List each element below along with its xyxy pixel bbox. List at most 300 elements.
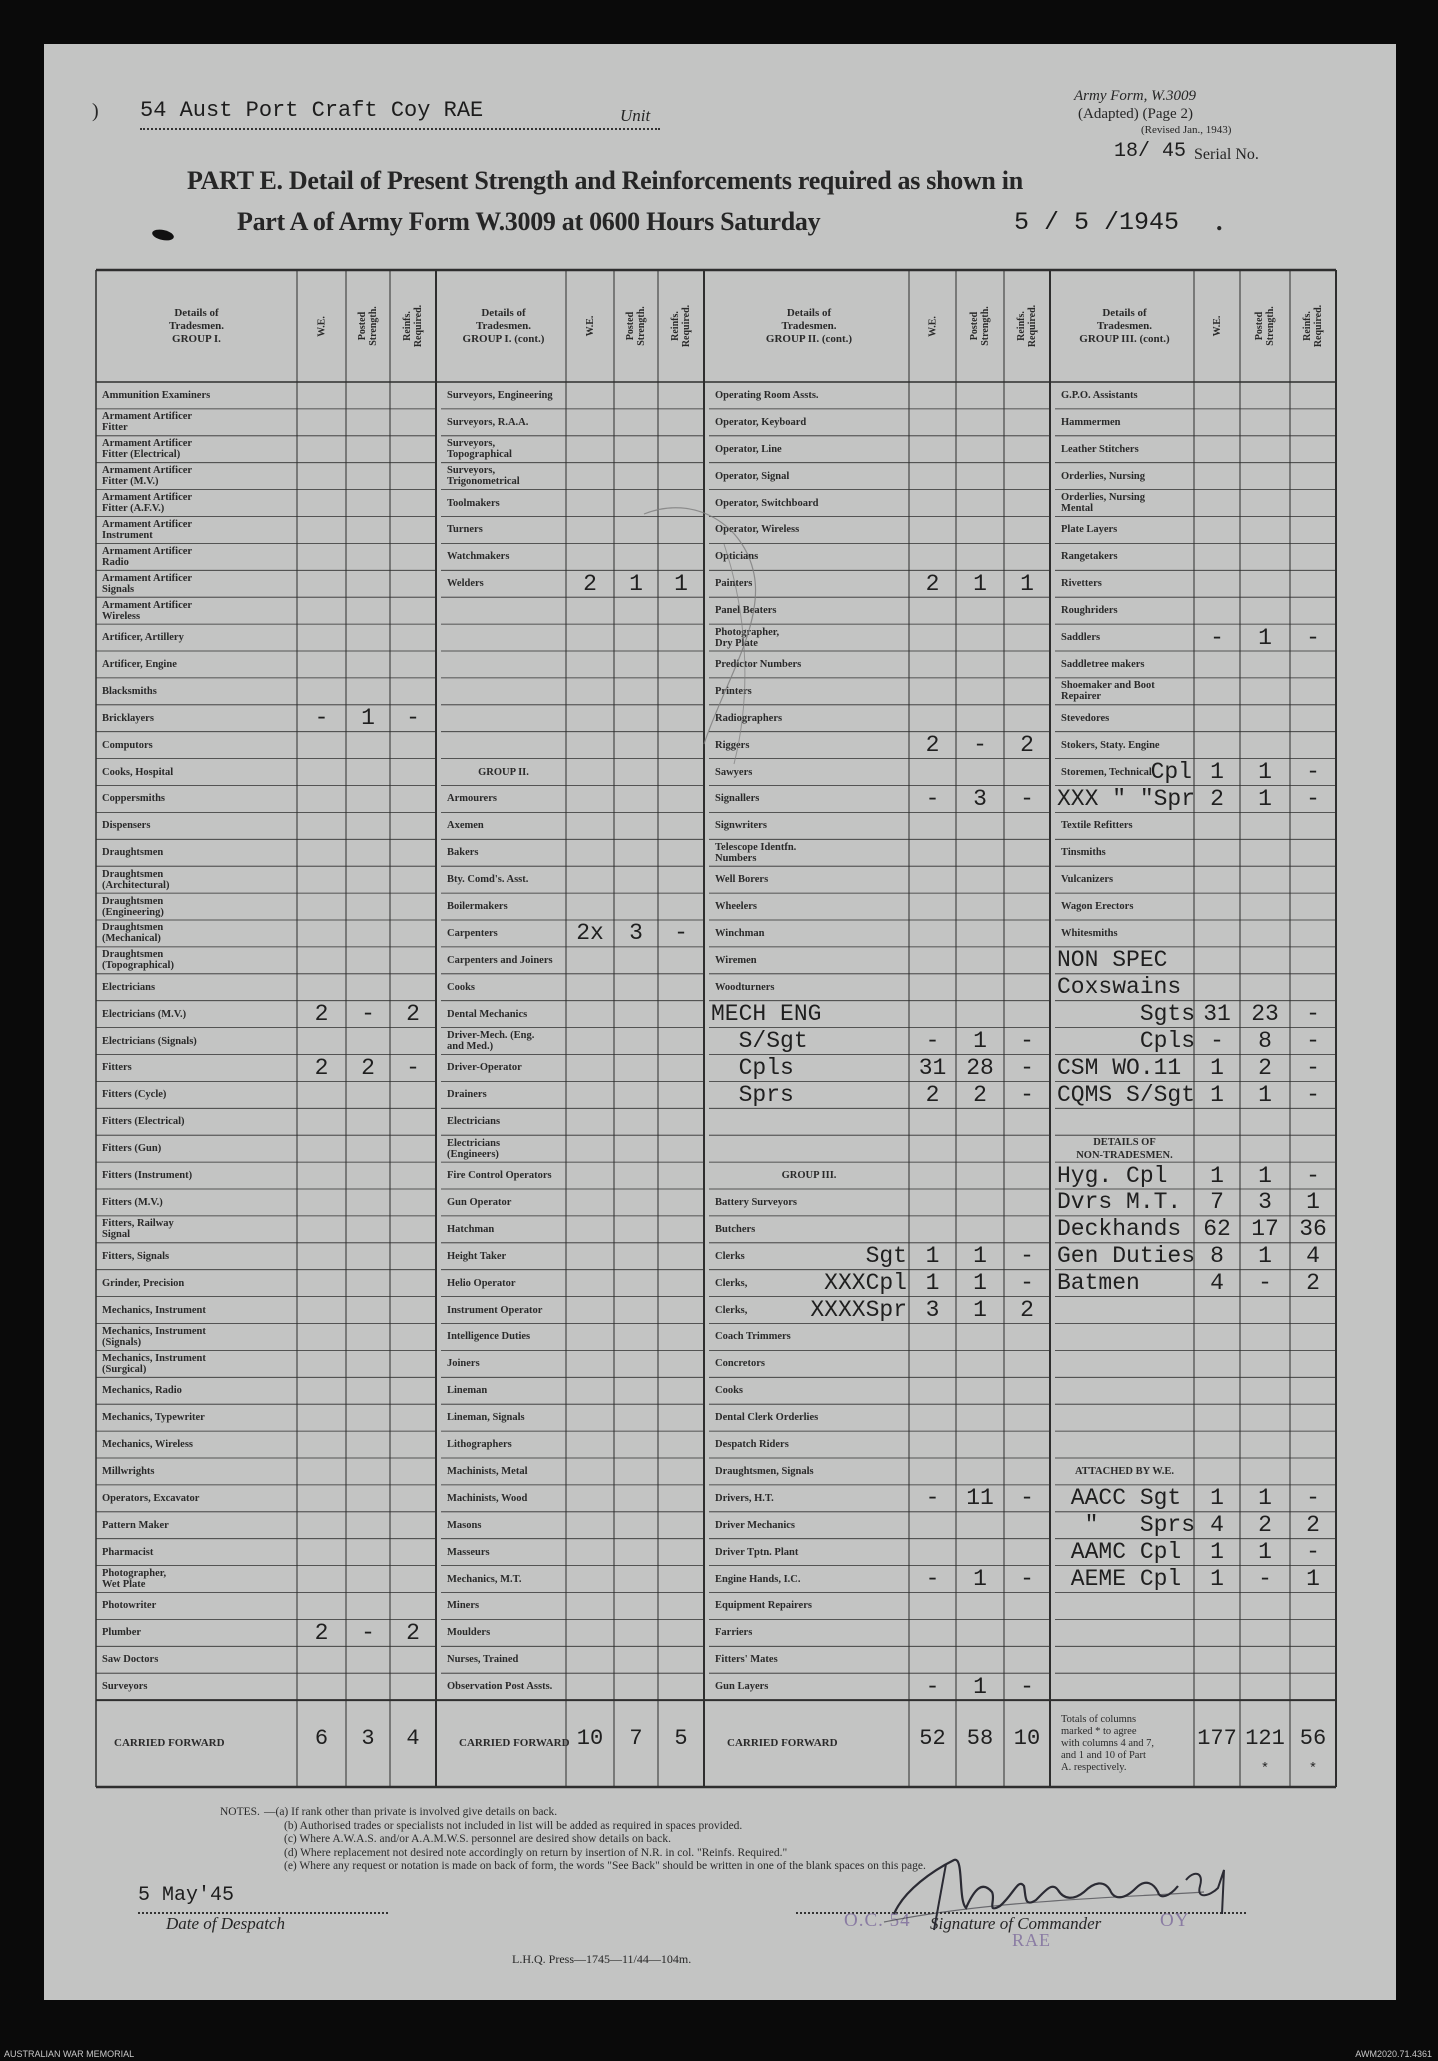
- typed-entry: Sprs: [711, 1081, 794, 1108]
- row-label: Joiners: [447, 1358, 480, 1370]
- row-label: Turners: [447, 524, 483, 536]
- row-label: Millwrights: [102, 1465, 155, 1477]
- typed-entry: AEME Cpl: [1057, 1566, 1182, 1593]
- row-label: Hatchman: [447, 1223, 495, 1235]
- despatch-date: 5 May'45: [138, 1884, 235, 1907]
- row-label: Farriers: [715, 1627, 753, 1639]
- row-label: Miners: [447, 1600, 480, 1612]
- row-label: Photographer, Dry Plate: [715, 626, 780, 649]
- row-label: Fitters (Instrument): [102, 1170, 193, 1182]
- cell-value: 1: [1258, 785, 1272, 812]
- row-label: Machinists, Wood: [447, 1492, 528, 1504]
- row-label: Fitters, Signals: [102, 1250, 170, 1262]
- group-header: Details of Tradesmen. GROUP I.: [168, 306, 225, 345]
- cell-value: -: [925, 1673, 940, 1700]
- cell-value: -: [1210, 624, 1224, 651]
- typed-entry: Gen Duties: [1057, 1243, 1196, 1270]
- row-label: Cooks, Hospital: [102, 766, 174, 778]
- row-label: Well Borers: [715, 874, 769, 886]
- cell-value: 3: [629, 920, 643, 947]
- cell-value: -: [1306, 624, 1320, 651]
- row-label: Driver-Operator: [447, 1062, 522, 1074]
- cell-value: 1: [925, 1243, 940, 1270]
- row-label: Cooks: [715, 1385, 744, 1397]
- row-label: Welders: [447, 578, 484, 590]
- form-adapted: (Adapted) (Page 2): [1078, 106, 1193, 122]
- row-label: Mechanics, Radio: [102, 1385, 182, 1397]
- row-label: G.P.O. Assistants: [1061, 389, 1138, 401]
- cell-value: -: [1020, 1054, 1034, 1081]
- row-label: Carpenters: [447, 927, 498, 939]
- row-label: Operating Room Assts.: [715, 389, 819, 401]
- cell-value: -: [1306, 1162, 1320, 1189]
- row-label: Operator, Wireless: [715, 524, 800, 536]
- row-label: Stevedores: [1061, 712, 1110, 724]
- typed-entry: Coxswains: [1057, 974, 1182, 1001]
- row-label: Operator, Line: [715, 443, 782, 455]
- row-label: Bricklayers: [102, 712, 154, 724]
- row-label: Computors: [102, 739, 153, 751]
- row-label: Armament Artificer Wireless: [102, 599, 193, 622]
- serial-value: 18/ 45: [1114, 140, 1187, 163]
- total-value: 4: [406, 1726, 420, 1752]
- row-label: Signwriters: [715, 820, 767, 832]
- row-label: Lineman, Signals: [447, 1412, 525, 1424]
- row-label: Electricians: [447, 1116, 501, 1128]
- row-label: Photowriter: [102, 1600, 157, 1612]
- note-line: (b) Authorised trades or specialists not included in list will be added as required in spaces provided.: [284, 1819, 743, 1832]
- signature-label: Signature of Commander: [930, 1914, 1102, 1933]
- cell-value: 28: [966, 1054, 994, 1081]
- total-value: 52: [919, 1726, 946, 1752]
- row-label: Boilermakers: [447, 901, 508, 913]
- row-label: Armament Artificer Fitter (M.V.): [102, 465, 193, 488]
- column-header: W.E.: [927, 315, 938, 337]
- total-value: 56: [1299, 1726, 1327, 1752]
- row-label: Armament Artificer Radio: [102, 545, 193, 568]
- row-label: Armourers: [447, 793, 497, 805]
- row-label: Textile Refitters: [1061, 820, 1133, 832]
- total-value: 58: [966, 1726, 994, 1752]
- column-header: W.E.: [1211, 315, 1223, 337]
- cell-value: -: [361, 1619, 375, 1646]
- cell-value: 1: [973, 1297, 987, 1324]
- row-label: Surveyors: [102, 1681, 148, 1693]
- typed-entry: S/Sgt: [711, 1028, 808, 1055]
- cell-value: -: [1306, 1001, 1320, 1028]
- row-label: Saddlers: [1061, 632, 1101, 644]
- row-label: Clerks: [715, 1250, 745, 1262]
- cell-value: 2: [1258, 1512, 1272, 1539]
- typed-entry: Cpls: [1057, 1028, 1196, 1055]
- cell-value: 1: [1258, 1485, 1272, 1512]
- row-label: Woodturners: [715, 981, 775, 993]
- row-label: Predictor Numbers: [715, 658, 802, 670]
- cell-value: 2: [925, 732, 940, 759]
- cell-value: 8: [1258, 1028, 1272, 1055]
- cell-value: -: [1020, 1673, 1034, 1700]
- row-label: Masseurs: [447, 1546, 490, 1558]
- total-value: 6: [314, 1726, 329, 1752]
- cell-value: 1: [973, 1566, 987, 1593]
- cell-value: 1: [1210, 1566, 1224, 1593]
- total-value: 10: [576, 1726, 604, 1752]
- cell-value: 2: [314, 1054, 329, 1081]
- row-label: Fitters (M.V.): [102, 1196, 163, 1208]
- cell-value: 1: [973, 1243, 987, 1270]
- row-label: Saw Doctors: [102, 1654, 159, 1666]
- row-label: Mechanics, Wireless: [102, 1439, 193, 1451]
- cell-value: 1: [973, 1270, 987, 1297]
- row-label: Dental Mechanics: [447, 1008, 528, 1020]
- row-label: Winchman: [715, 927, 765, 939]
- row-label: Fitters, Railway Signal: [102, 1218, 174, 1241]
- row-label: Wheelers: [715, 901, 757, 913]
- cell-value: 1: [361, 705, 375, 732]
- row-label: Surveyors, R.A.A.: [447, 416, 529, 428]
- row-label: Moulders: [447, 1627, 491, 1639]
- total-value: 121: [1245, 1726, 1285, 1752]
- row-label: Lineman: [447, 1385, 488, 1397]
- row-label: Driver-Mech. (Eng. and Med.): [447, 1030, 535, 1053]
- row-label: Carpenters and Joiners: [447, 954, 553, 966]
- row-label: Coach Trimmers: [715, 1331, 791, 1343]
- row-label: Leather Stitchers: [1061, 443, 1139, 455]
- form-title-line2: Part A of Army Form W.3009 at 0600 Hours Saturday: [237, 207, 821, 236]
- form-number: Army Form, W.3009: [1074, 88, 1196, 104]
- asterisk-mark: *: [1308, 1761, 1318, 1777]
- row-label: Drainers: [447, 1089, 487, 1101]
- carried-forward-label: CARRIED FORWARD: [727, 1737, 838, 1750]
- row-label: Electricians (M.V.): [102, 1008, 187, 1020]
- row-label: Cooks: [447, 981, 476, 993]
- typed-entry: AAMC Cpl: [1057, 1539, 1182, 1566]
- typed-entry: NON SPEC: [1057, 947, 1168, 974]
- row-label: Surveyors, Engineering: [447, 389, 553, 401]
- cell-value: 2: [1306, 1512, 1320, 1539]
- typed-entry: Cpls: [711, 1054, 794, 1081]
- row-label: Clerks,: [715, 1277, 748, 1289]
- section-heading: GROUP III.: [781, 1170, 837, 1182]
- row-label: Opticians: [715, 551, 759, 563]
- row-label: Lithographers: [447, 1439, 512, 1451]
- totals-note: Totals of columns marked * to agree with columns 4 and 7, and 1 and 10 of Part A. respectively.: [1061, 1713, 1155, 1773]
- cell-value: 2: [406, 1619, 420, 1646]
- row-label: Printers: [715, 685, 752, 697]
- cell-value: 4: [1210, 1270, 1224, 1297]
- column-header: Reinfs. Required.: [1016, 304, 1038, 348]
- cell-value: 1: [1210, 759, 1224, 786]
- row-label: Photographer, Wet Plate: [102, 1568, 167, 1591]
- cell-value: -: [925, 1485, 940, 1512]
- typed-entry: CQMS S/Sgt: [1057, 1081, 1196, 1108]
- row-label: Sawyers: [715, 766, 753, 778]
- row-label: Driver Tptn. Plant: [715, 1546, 799, 1558]
- stamp-unit: RAE: [1012, 1930, 1051, 1950]
- total-value: 177: [1197, 1726, 1237, 1752]
- cell-value: 23: [1251, 1001, 1279, 1028]
- note-line: (d) Where replacement not desired note accordingly on return by insertion of N.R. in col. "Reinfs. Required.": [284, 1846, 788, 1859]
- column-header: Reinfs. Required.: [670, 304, 692, 348]
- row-label: Helio Operator: [447, 1277, 516, 1289]
- row-label: Fire Control Operators: [447, 1170, 552, 1182]
- row-label: Electricians: [102, 981, 156, 993]
- cell-value: 1: [973, 1028, 987, 1055]
- cell-value: -: [406, 1054, 420, 1081]
- typed-entry: Sgts: [1057, 1001, 1196, 1028]
- cell-value: -: [361, 1001, 375, 1028]
- group-header: Details of Tradesmen. GROUP III. (cont.): [1079, 306, 1170, 345]
- cell-value: 1: [1258, 1162, 1272, 1189]
- row-label: Artificer, Engine: [102, 658, 177, 670]
- row-label: Saddletree makers: [1061, 658, 1145, 670]
- unit-label: Unit: [620, 106, 651, 125]
- form-page: [44, 44, 1396, 2000]
- cell-value: 2: [314, 1001, 329, 1028]
- cell-value: -: [1306, 1028, 1320, 1055]
- form-revised: (Revised Jan., 1943): [1141, 124, 1232, 136]
- row-label: Height Taker: [447, 1250, 507, 1262]
- row-label: Surveyors, Trigonometrical: [447, 465, 520, 488]
- row-label: Riggers: [715, 739, 750, 751]
- row-label: Mechanics, Instrument: [102, 1304, 206, 1316]
- row-label: Armament Artificer Instrument: [102, 518, 193, 541]
- cell-value: 1: [1210, 1081, 1224, 1108]
- cell-value: 1: [629, 570, 643, 597]
- row-label: Draughtsmen (Engineering): [102, 895, 164, 918]
- row-label: Butchers: [715, 1223, 756, 1235]
- cell-value: -: [1306, 785, 1320, 812]
- row-label: Rivetters: [1061, 578, 1102, 590]
- row-label: Nurses, Trained: [447, 1654, 519, 1666]
- row-label: Fitters (Gun): [102, 1143, 162, 1155]
- row-label: Mechanics, M.T.: [447, 1573, 522, 1585]
- total-value: 3: [361, 1726, 375, 1752]
- row-label: Machinists, Metal: [447, 1465, 528, 1477]
- row-label: Draughtsmen (Architectural): [102, 868, 170, 891]
- typed-entry: MECH ENG: [711, 1001, 822, 1028]
- cell-value: -: [1020, 1028, 1034, 1055]
- row-label: Grinder, Precision: [102, 1277, 185, 1289]
- cell-value: -: [1020, 1270, 1034, 1297]
- row-label: Dental Clerk Orderlies: [715, 1412, 819, 1424]
- row-label: Gun Layers: [715, 1681, 769, 1693]
- row-label: Fitters (Electrical): [102, 1116, 185, 1128]
- row-label: Fitters' Mates: [715, 1654, 778, 1666]
- row-label: Draughtsmen (Topographical): [102, 949, 174, 972]
- cell-value: -: [1020, 1243, 1034, 1270]
- row-label: Plate Layers: [1061, 524, 1118, 536]
- column-header: Reinfs. Required.: [402, 304, 424, 348]
- cell-value: 36: [1299, 1216, 1327, 1243]
- cell-value: -: [1020, 785, 1034, 812]
- typed-entry: Hyg. Cpl: [1057, 1162, 1168, 1189]
- row-label: Bakers: [447, 847, 479, 859]
- carried-forward-label: CARRIED FORWARD: [114, 1737, 225, 1750]
- cell-value: -: [1258, 1566, 1272, 1593]
- row-label: Draughtsmen, Signals: [715, 1465, 814, 1477]
- row-label: Bty. Comd's. Asst.: [447, 874, 529, 886]
- row-label: Pattern Maker: [102, 1519, 169, 1531]
- row-label: Intelligence Duties: [447, 1331, 531, 1343]
- row-label: Plumber: [102, 1627, 142, 1639]
- row-label: Armament Artificer Fitter (Electrical): [102, 438, 193, 461]
- row-label: Roughriders: [1061, 605, 1118, 617]
- cell-value: -: [1020, 1566, 1034, 1593]
- commander-signature: [874, 1830, 1254, 1940]
- row-label: Stokers, Staty. Engine: [1061, 739, 1160, 751]
- row-label: Engine Hands, I.C.: [715, 1573, 801, 1585]
- cell-value: 2: [925, 570, 940, 597]
- cell-value: -: [1020, 1081, 1034, 1108]
- row-label: Observation Post Assts.: [447, 1681, 553, 1693]
- row-label: Operator, Signal: [715, 470, 790, 482]
- row-label: Mechanics, Instrument (Surgical): [102, 1352, 206, 1375]
- row-label: Hammermen: [1061, 416, 1121, 428]
- cell-value: 1: [1210, 1162, 1224, 1189]
- cell-value: 2: [1020, 732, 1034, 759]
- cell-value: -: [1306, 1054, 1320, 1081]
- serial-label: Serial No.: [1194, 146, 1259, 163]
- cell-value: 1: [1210, 1485, 1224, 1512]
- cell-value: -: [1020, 1485, 1034, 1512]
- row-label: Wagon Erectors: [1061, 901, 1134, 913]
- cell-value: 1: [1258, 1243, 1272, 1270]
- row-label: Equipment Repairers: [715, 1600, 812, 1612]
- cell-value: 62: [1203, 1216, 1231, 1243]
- note-line: (e) Where any request or notation is made on back of form, the words "See Back" should be written in one of the blank spaces on this page.: [284, 1860, 926, 1872]
- cell-value: 17: [1251, 1216, 1279, 1243]
- row-label: Painters: [715, 578, 753, 590]
- row-label: Tinsmiths: [1061, 847, 1106, 859]
- cell-value: -: [1210, 1028, 1224, 1055]
- row-label: Orderlies, Nursing: [1061, 470, 1145, 482]
- total-value: 10: [1013, 1726, 1041, 1752]
- row-label: Masons: [447, 1519, 482, 1531]
- cell-value: 3: [1258, 1189, 1272, 1216]
- row-label: Panel Beaters: [715, 605, 777, 617]
- row-label: Instrument Operator: [447, 1304, 543, 1316]
- row-label: Mechanics, Typewriter: [102, 1412, 205, 1424]
- cell-value: 3: [925, 1297, 940, 1324]
- row-label: Wiremen: [715, 954, 757, 966]
- row-label: Drivers, H.T.: [715, 1492, 774, 1504]
- note-line: —(a) If rank other than private is involved give details on back.: [264, 1806, 558, 1818]
- notes-label: NOTES.: [220, 1806, 260, 1818]
- row-label: Armament Artificer Fitter: [102, 411, 193, 434]
- caption-left: AUSTRALIAN WAR MEMORIAL: [4, 2049, 135, 2059]
- cell-value: 1: [973, 570, 987, 597]
- form-title-period: .: [1216, 207, 1223, 236]
- cell-value: -: [1306, 759, 1320, 786]
- cell-value: 2: [1020, 1297, 1034, 1324]
- section-heading: GROUP II.: [478, 766, 529, 778]
- total-value: 7: [629, 1726, 643, 1752]
- typed-entry: Deckhands: [1057, 1216, 1182, 1243]
- row-label: Operators, Excavator: [102, 1492, 200, 1504]
- row-label: Concretors: [715, 1358, 765, 1370]
- cell-value: 3: [973, 785, 987, 812]
- cell-value: 8: [1210, 1243, 1224, 1270]
- row-label: Battery Surveyors: [715, 1196, 797, 1208]
- cell-value: 1: [1258, 1081, 1272, 1108]
- cell-value: -: [1306, 1485, 1320, 1512]
- section-heading: ATTACHED BY W.E.: [1075, 1465, 1174, 1477]
- row-label: Whitesmiths: [1061, 927, 1118, 939]
- row-label: Toolmakers: [447, 497, 500, 509]
- cell-value: -: [1258, 1270, 1272, 1297]
- cell-value: 1: [1210, 1539, 1224, 1566]
- column-header: Posted Strength.: [1254, 306, 1276, 346]
- typed-entry: Dvrs M.T.: [1057, 1189, 1182, 1216]
- typed-entry: AACC Sgt: [1057, 1485, 1182, 1512]
- row-label: Artificer, Artillery: [102, 632, 184, 644]
- typed-entry: " Sprs: [1057, 1512, 1196, 1539]
- typed-entry: Cpl: [1150, 759, 1192, 786]
- asterisk-mark: *: [1260, 1761, 1270, 1777]
- cell-value: 2: [314, 1619, 329, 1646]
- row-label: Ammunition Examiners: [102, 389, 211, 401]
- cell-value: 4: [1210, 1512, 1224, 1539]
- cell-value: 2: [583, 570, 597, 597]
- cell-value: -: [925, 785, 940, 812]
- cell-value: 2: [361, 1054, 375, 1081]
- total-value: 5: [674, 1726, 688, 1752]
- form-title-line1: PART E. Detail of Present Strength and Reinforcements required as shown in: [187, 166, 1023, 195]
- row-label: Watchmakers: [447, 551, 510, 563]
- cell-value: 1: [1210, 1054, 1224, 1081]
- row-label: Telescope Identfn. Numbers: [715, 841, 797, 864]
- row-label: Dispensers: [102, 820, 151, 832]
- row-label: Rangetakers: [1061, 551, 1118, 563]
- typed-entry: Batmen: [1057, 1270, 1140, 1297]
- row-label: Coppersmiths: [102, 793, 166, 805]
- stamp-text: O.C. 54: [844, 1910, 911, 1931]
- cell-value: 2: [406, 1001, 420, 1028]
- cell-value: 1: [1020, 570, 1034, 597]
- column-header: Posted Strength.: [357, 306, 379, 346]
- margin-mark: ): [92, 100, 99, 122]
- row-label: Draughtsmen (Mechanical): [102, 922, 164, 945]
- cell-value: -: [925, 1028, 940, 1055]
- cell-value: 1: [1258, 624, 1272, 651]
- group-header: Details of Tradesmen. GROUP I. (cont.): [462, 306, 545, 345]
- cell-value: 31: [918, 1054, 947, 1081]
- despatch-label: Date of Despatch: [166, 1914, 285, 1933]
- cell-value: 31: [1203, 1001, 1231, 1028]
- row-label: Shoemaker and Boot Repairer: [1061, 680, 1155, 703]
- cell-value: -: [674, 920, 688, 947]
- typed-entry: XXXXSpr: [810, 1297, 907, 1324]
- cell-value: 2: [973, 1081, 987, 1108]
- typed-entry: Sgt: [865, 1243, 907, 1270]
- row-label: Orderlies, Nursing Mental: [1061, 492, 1145, 515]
- cell-value: -: [973, 732, 987, 759]
- row-label: Surveyors, Topographical: [447, 438, 512, 461]
- note-line: (c) Where A.W.A.S. and/or A.A.M.W.S. personnel are desired show details on back.: [284, 1833, 671, 1845]
- row-label: Electricians (Engineers): [447, 1137, 501, 1160]
- row-label: Mechanics, Instrument (Signals): [102, 1325, 206, 1348]
- row-label: Axemen: [447, 820, 484, 832]
- cell-value: 2: [1210, 785, 1224, 812]
- cell-value: -: [314, 705, 329, 732]
- cell-value: 2: [1258, 1054, 1272, 1081]
- typed-entry: CSM WO.11: [1057, 1054, 1182, 1081]
- row-label: Gun Operator: [447, 1196, 512, 1208]
- unit-value: 54 Aust Port Craft Coy RAE: [140, 98, 484, 123]
- row-label: Electricians (Signals): [102, 1035, 197, 1047]
- group-header: Details of Tradesmen. GROUP II. (cont.): [765, 306, 853, 345]
